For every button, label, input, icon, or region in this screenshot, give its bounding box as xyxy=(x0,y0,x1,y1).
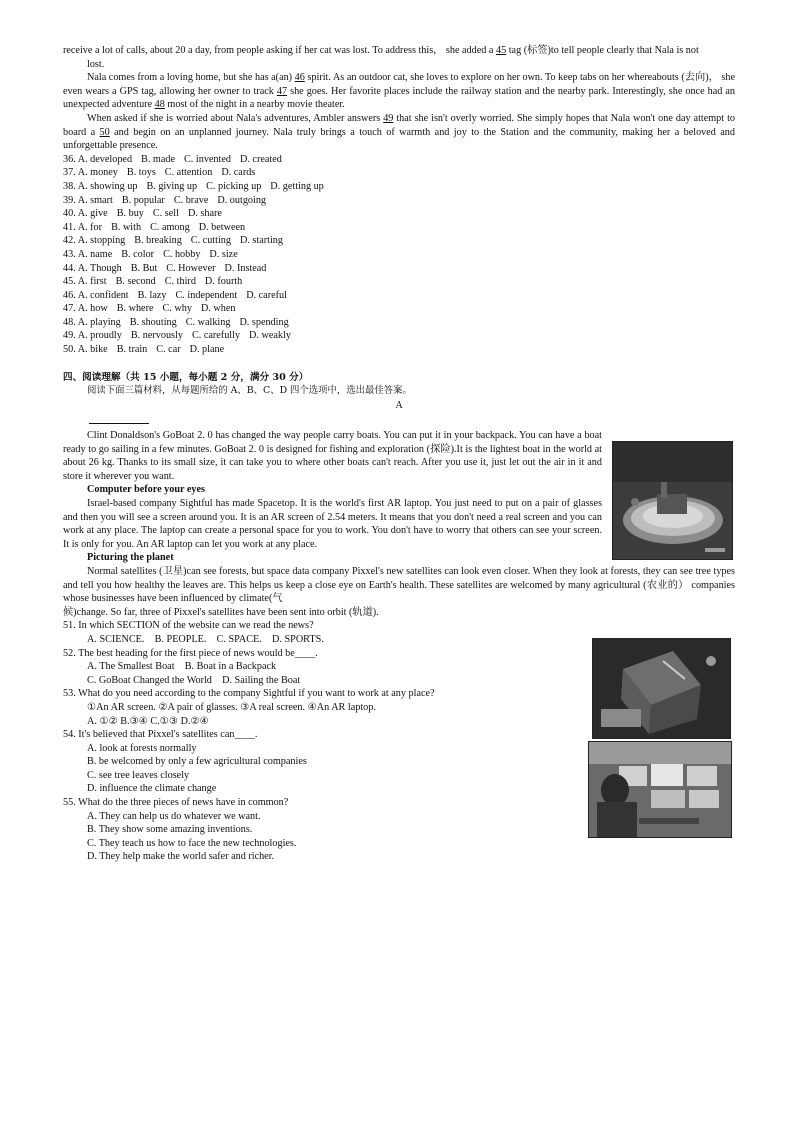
blank-50: 50 xyxy=(99,126,110,138)
option-a: 42. A. stopping xyxy=(63,235,126,247)
option-c[interactable]: C. They teach us how to face the new technologies. xyxy=(87,837,297,849)
option-row-42 xyxy=(63,234,735,248)
option-b: B. train xyxy=(116,344,148,356)
option-row-44 xyxy=(63,262,735,276)
option-b: B. nervously xyxy=(130,330,183,342)
news-3-end: 候)change. So far, three of Pixxel's satellites have been sent into orbit (轨道). xyxy=(63,606,379,618)
text-run: spirit. As an outdoor cat, she loves to explore on her own. To keep tabs on her whereabouts (去向)， she even wears a GPS tag, allowing her owner to track xyxy=(63,72,735,97)
news-3: Normal satellites (卫星)can see forests, but space data company Pixxel's new satellites can look even closer. When they look at forests, they can see tree types and tell you how healthy the leaves are. This helps us keep a close eye on Earth's health. These satellites are welcomed by many agricultural (农业的） companies whose businesses have been influenced by climate(气 xyxy=(63,565,735,605)
option-c: C. car xyxy=(156,344,181,356)
option-a: 41. A. for xyxy=(63,221,103,233)
cloze-paragraph-2 xyxy=(63,71,735,112)
option-b: B. But xyxy=(130,262,158,274)
option-row-45 xyxy=(63,275,735,289)
option-c: C. hobby xyxy=(163,248,201,260)
option-a: 49. A. proudly xyxy=(63,330,122,342)
option-a: 43. A. name xyxy=(63,248,113,260)
text-run: tag (标签)to tell people clearly that Nala is not xyxy=(506,45,699,56)
news-2: Israel-based company Sightful has made Spacetop. It is the world's first AR laptop. You just need to put on a pair of glasses and then you will see a screen around you. It is an AR screen of 2.54 meters. It means that you don't need a real screen and you can work at any place. The laptop can create a personal space for you to work. You don't have to worry that others can see your screen. It is only for you. An AR laptop can let you work at any place. xyxy=(63,498,602,550)
option-b: B. popular xyxy=(121,194,165,206)
option-d: D. starting xyxy=(239,235,283,247)
option-d: D. size xyxy=(209,248,238,260)
option-b[interactable]: B. They show some amazing inventions. xyxy=(87,824,253,836)
option-b: B. toys xyxy=(126,167,156,179)
option-c: C. sell xyxy=(152,208,179,220)
option-b: B. color xyxy=(121,248,155,260)
questions xyxy=(63,619,583,864)
option-a: 45. A. first xyxy=(63,276,107,288)
option-d[interactable]: D. SPORTS. xyxy=(272,633,324,645)
option-c: C. cutting xyxy=(190,235,231,247)
option-c: C. walking xyxy=(185,316,231,328)
option-a[interactable]: A. The Smallest Boat xyxy=(87,661,175,673)
question-54: 54. It's believed that Pixxel's satellites can____. xyxy=(63,729,258,741)
text-run: Nala comes from a loving home, but she has a(an) xyxy=(87,72,295,84)
option-d: D. careful xyxy=(246,289,287,301)
news-1-block xyxy=(63,429,602,551)
option-d: D. share xyxy=(187,208,222,220)
option-row-48 xyxy=(63,316,735,330)
option-b: B. lazy xyxy=(137,289,167,301)
option-b: B. shouting xyxy=(129,316,177,328)
option-a: 46. A. confident xyxy=(63,289,129,301)
question-51: 51. In which SECTION of the website can we read the news? xyxy=(63,620,314,632)
option-a: 47. A. how xyxy=(63,303,108,315)
question-53: 53. What do you need according to the company Sightful if you want to work at any place? xyxy=(63,688,435,700)
cloze-options xyxy=(63,153,735,357)
option-b[interactable]: B. be welcomed by only a few agricultural companies xyxy=(87,756,307,768)
option-a: 40. A. give xyxy=(63,208,108,220)
option-d: D. cards xyxy=(221,167,256,179)
option-d[interactable]: D. influence the climate change xyxy=(87,783,217,795)
option-a: 50. A. bike xyxy=(63,344,108,356)
option-row-43 xyxy=(63,248,735,262)
option-d: D. Instead xyxy=(224,262,267,274)
option-row-46 xyxy=(63,289,735,303)
option-d: D. weakly xyxy=(249,330,291,342)
option-row-47 xyxy=(63,302,735,316)
option-row-49 xyxy=(63,329,735,343)
option-row-36 xyxy=(63,153,735,167)
option-c: C. why xyxy=(162,303,192,315)
ar-laptop-photo xyxy=(588,741,732,838)
satellite-photo xyxy=(592,638,731,739)
cloze-paragraph-3 xyxy=(63,112,735,153)
blank-48: 48 xyxy=(154,99,165,111)
option-a: 36. A. developed xyxy=(63,153,133,165)
question-51-options xyxy=(63,633,583,647)
blank-49: 49 xyxy=(383,112,394,124)
option-d[interactable]: D. They help make the world safer and richer. xyxy=(87,851,275,863)
text-run: most of the night in a nearby movie theater. xyxy=(164,99,345,111)
option-a: 39. A. smart xyxy=(63,194,113,206)
option-c: C. independent xyxy=(175,289,238,301)
option-b: B. breaking xyxy=(134,235,182,247)
question-52-options-cd xyxy=(63,674,583,688)
option-b: B. giving up xyxy=(146,180,198,192)
option-d: D. plane xyxy=(189,344,225,356)
option-d: D. between xyxy=(198,221,246,233)
option-c[interactable]: C. see tree leaves closely xyxy=(87,769,190,781)
option-b: B. second xyxy=(115,276,156,288)
news-1: Clint Donaldson's GoBoat 2. 0 has changed the way people carry boats. You can put it in your backpack. You can have a boat ready to go sailing in a few minutes. GoBoat 2. 0 is designed for fishing and exploration (探险).It is the lightest boat in the world at about 26 kg. Thanks to its small size, it can take you to where other boats can't reach. After you use it, just let out the air in it and store it wherever you want. xyxy=(63,430,602,482)
option-a[interactable]: A. They can help us do whatever we want. xyxy=(87,810,261,822)
option-c: C. carefully xyxy=(191,330,241,342)
blank-45: 45 xyxy=(495,45,507,56)
option-c[interactable]: C. GoBoat Changed the World xyxy=(87,674,212,686)
option-b[interactable]: B. Boat in a Backpack xyxy=(184,661,277,673)
option-b: B. made xyxy=(141,153,175,165)
text-run: receive a lot of calls, about 20 a day, from people asking if her cat was lost. To address this， she added a xyxy=(63,45,496,56)
option-c: C. picking up xyxy=(206,180,262,192)
question-53-items: ①An AR screen. ②A pair of glasses. ③A real screen. ④An AR laptop. xyxy=(87,701,376,713)
question-52: 52. The best heading for the first piece of news would be____. xyxy=(63,647,318,659)
section-instruction: 阅读下面三篇材料，从每题所给的 A、B、C、D 四个选项中，选出最佳答案。 xyxy=(87,385,412,397)
question-52-options-ab xyxy=(63,660,583,674)
option-d: D. getting up xyxy=(270,180,324,192)
option-row-39 xyxy=(63,194,735,208)
news-2-heading: Computer before your eyes xyxy=(87,484,205,496)
option-a: 48. A. playing xyxy=(63,316,121,328)
option-row-38 xyxy=(63,180,735,194)
option-d: D. outgoing xyxy=(217,194,267,206)
option-d: D. when xyxy=(200,303,236,315)
option-a: 38. A. showing up xyxy=(63,180,138,192)
option-c[interactable]: C. SPACE. xyxy=(216,633,262,645)
option-a[interactable]: A. SCIENCE. xyxy=(87,633,145,645)
option-a: 44. A. Though xyxy=(63,262,122,274)
text-run: When asked if she is worried about Nala's adventures, Ambler answers xyxy=(87,112,384,124)
news-3-heading: Picturing the planet xyxy=(87,552,174,564)
option-a[interactable]: A. look at forests normally xyxy=(87,742,197,754)
option-d: D. spending xyxy=(239,316,289,328)
option-row-40 xyxy=(63,207,735,221)
option-a: 37. A. money xyxy=(63,167,118,179)
option-c: C. third xyxy=(164,276,196,288)
goboat-photo xyxy=(612,441,733,560)
option-row-50 xyxy=(63,343,735,357)
option-b: B. with xyxy=(111,221,142,233)
option-row-37 xyxy=(63,166,735,180)
option-b: B. where xyxy=(116,303,154,315)
section-title: 四、阅读理解（共 15 小题，每小题 2 分，满分 30 分） xyxy=(63,371,309,383)
text-run: she goes. Her favorite places include the railway station and the nearby park. Interestingly, she once had an unexpected adventure xyxy=(63,85,735,111)
option-b[interactable]: B. PEOPLE. xyxy=(154,633,207,645)
option-c: C. brave xyxy=(173,194,209,206)
cloze-paragraph-1 xyxy=(63,44,735,58)
option-c: C. attention xyxy=(164,167,213,179)
text-run: that she isn't overly worried. She simply hopes that Nala won't one day attempt to board a xyxy=(63,112,735,138)
passage-label: A xyxy=(395,399,403,411)
title-blank-line xyxy=(63,412,735,429)
question-55: 55. What do the three pieces of news have in common? xyxy=(63,797,289,809)
cloze-paragraph-1-end: lost. xyxy=(87,58,105,70)
text-run: and begin on an unplanned journey. Nala truly brings a touch of warmth and joy to the Station and the community, making her a beloved and unforgettable presence. xyxy=(63,126,735,152)
blank-46: 46 xyxy=(294,72,305,84)
question-53-options[interactable]: A. ①② B.③④ C.①③ D.②④ xyxy=(87,715,209,727)
option-b: B. buy xyxy=(116,208,144,220)
option-d[interactable]: D. Sailing the Boat xyxy=(222,674,301,686)
option-c: C. invented xyxy=(184,153,231,165)
option-d: D. fourth xyxy=(204,276,243,288)
option-row-41 xyxy=(63,221,735,235)
option-c: C. However xyxy=(166,262,216,274)
option-d: D. created xyxy=(239,153,282,165)
blank-47: 47 xyxy=(276,85,288,97)
option-c: C. among xyxy=(150,221,190,233)
